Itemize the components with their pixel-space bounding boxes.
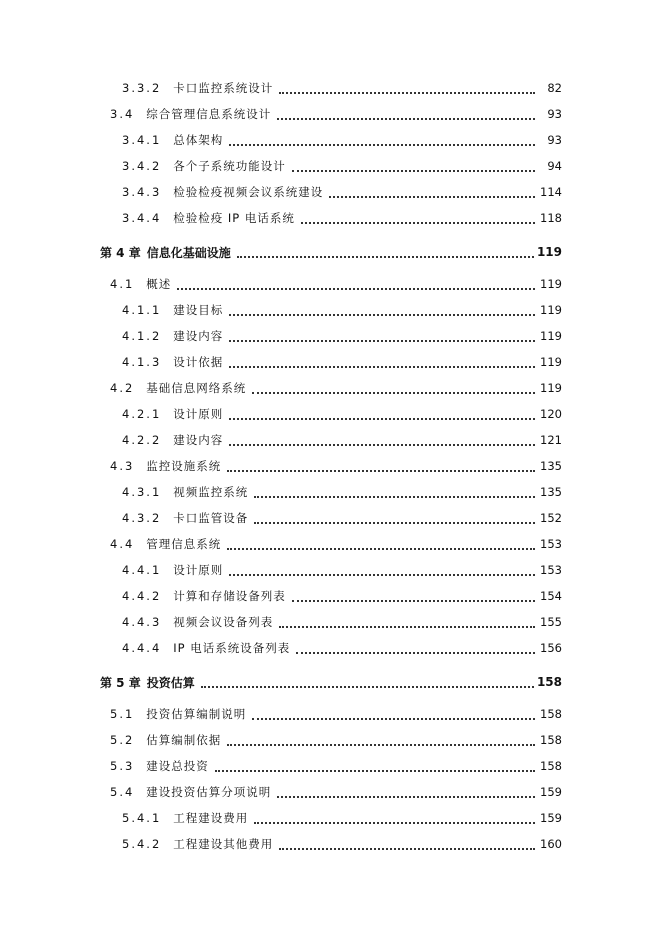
toc-dot-leader [237,255,534,258]
toc-entry-page: 158 [536,675,562,689]
toc-dot-leader [229,417,535,420]
toc-entry-title: 建设内容 [173,329,224,343]
toc-dot-leader [279,847,535,850]
toc-dot-leader [279,91,535,94]
toc-entry-page: 135 [540,459,562,473]
toc-entry-page: 93 [547,107,562,121]
toc-entry-page: 120 [540,407,562,421]
toc-entry-title: 工程建设其他费用 [173,837,274,851]
toc-entry-4.4[interactable] [110,534,562,554]
toc-entry-page: 154 [540,589,562,603]
toc-dot-leader [329,195,535,198]
toc-entry-5.4.2[interactable] [122,834,562,854]
toc-entry-number: 第 4 章 [100,245,141,260]
toc-dot-leader [296,651,535,654]
toc-entry-number: 4.4.4 [122,641,162,655]
toc-dot-leader [252,391,535,394]
toc-dot-leader [177,287,535,290]
toc-entry-number: 4.1.3 [122,355,162,369]
toc-entry-page: 158 [540,759,562,773]
toc-entry-number: 4.1.2 [122,329,162,343]
toc-entry-number: 3.4.1 [122,133,162,147]
toc-entry-4.4.1[interactable] [122,560,562,580]
toc-entry-number: 4.4.3 [122,615,162,629]
toc-entry-page: 159 [540,811,562,825]
toc-entry-number: 4.3.1 [122,485,162,499]
toc-entry-3.4.3[interactable] [122,182,562,202]
toc-entry-number: 4.3.2 [122,511,162,525]
toc-entry-title: IP 电话系统设备列表 [173,641,291,655]
toc-entry-page: 93 [547,133,562,147]
toc-dot-leader [229,313,535,316]
toc-dot-leader [229,143,535,146]
toc-entry-第-4-章[interactable] [100,242,562,262]
toc-entry-number: 4.4.2 [122,589,162,603]
toc-entry-page: 135 [540,485,562,499]
toc-entry-page: 160 [540,837,562,851]
toc-entry-title: 建设目标 [173,303,224,317]
toc-entry-number: 4.2 [110,381,135,395]
toc-entry-page: 114 [540,185,562,199]
toc-entry-number: 5.3 [110,759,135,773]
toc-entry-title: 投资估算 [146,675,195,690]
toc-dot-leader [292,169,535,172]
toc-entry-number: 3.4.4 [122,211,162,225]
toc-entry-4.4.2[interactable] [122,586,562,606]
toc-entry-5.3[interactable] [110,756,562,776]
toc-entry-number: 4.1.1 [122,303,162,317]
toc-dot-leader [201,685,534,688]
toc-entry-title: 概述 [146,277,172,291]
toc-entry-number: 第 5 章 [100,675,141,690]
toc-dot-leader [229,365,535,368]
toc-entry-4.1.1[interactable] [122,300,562,320]
toc-entry-page: 159 [540,785,562,799]
toc-entry-page: 119 [540,277,562,291]
toc-entry-number: 3.3.2 [122,81,162,95]
toc-entry-3.4.1[interactable] [122,130,562,150]
toc-entry-4.2.1[interactable] [122,404,562,424]
toc-entry-4.1[interactable] [110,274,562,294]
toc-entry-number: 4.4.1 [122,563,162,577]
toc-entry-4.1.2[interactable] [122,326,562,346]
toc-entry-title: 监控设施系统 [146,459,222,473]
toc-entry-page: 153 [540,537,562,551]
toc-entry-title: 投资估算编制说明 [146,707,247,721]
toc-entry-number: 5.4.1 [122,811,162,825]
toc-entry-page: 121 [540,433,562,447]
toc-entry-title: 检验检疫 IP 电话系统 [173,211,295,225]
toc-entry-title: 建设投资估算分项说明 [146,785,272,799]
toc-entry-5.1[interactable] [110,704,562,724]
toc-entry-5.2[interactable] [110,730,562,750]
toc-entry-title: 设计依据 [173,355,224,369]
toc-entry-number: 4.2.1 [122,407,162,421]
toc-entry-5.4.1[interactable] [122,808,562,828]
toc-dot-leader [254,521,535,524]
toc-entry-page: 153 [540,563,562,577]
toc-entry-title: 视频监控系统 [173,485,249,499]
toc-entry-title: 设计原则 [173,407,224,421]
toc-dot-leader [227,469,535,472]
toc-entry-title: 检验检疫视频会议系统建设 [173,185,324,199]
toc-entry-3.3.2[interactable] [122,78,562,98]
toc-entry-page: 94 [547,159,562,173]
toc-entry-page: 119 [540,381,562,395]
toc-entry-title: 信息化基础设施 [146,245,231,260]
toc-entry-4.4.3[interactable] [122,612,562,632]
toc-entry-title: 建设内容 [173,433,224,447]
toc-entry-page: 118 [540,211,562,225]
toc-entry-4.3.2[interactable] [122,508,562,528]
toc-entry-page: 119 [540,329,562,343]
toc-entry-3.4.4[interactable] [122,208,562,228]
toc-entry-4.3[interactable] [110,456,562,476]
toc-entry-4.2[interactable] [110,378,562,398]
toc-entry-title: 设计原则 [173,563,224,577]
toc-entry-page: 119 [536,245,562,259]
toc-entry-page: 82 [547,81,562,95]
toc-entry-title: 卡口监控系统设计 [173,81,274,95]
toc-entry-title: 卡口监管设备 [173,511,249,525]
toc-entry-number: 4.2.2 [122,433,162,447]
toc-entry-page: 158 [540,733,562,747]
toc-entry-title: 各个子系统功能设计 [173,159,286,173]
toc-dot-leader [227,743,535,746]
toc-dot-leader [229,573,535,576]
toc-dot-leader [227,547,535,550]
toc-entry-5.4[interactable] [110,782,562,802]
toc-entry-title: 视频会议设备列表 [173,615,274,629]
toc-entry-3.4.2[interactable] [122,156,562,176]
toc-entry-title: 基础信息网络系统 [146,381,247,395]
toc-entry-number: 3.4 [110,107,135,121]
toc-entry-3.4[interactable] [110,104,562,124]
toc-entry-page: 119 [540,303,562,317]
toc-entry-title: 建设总投资 [146,759,209,773]
toc-dot-leader [292,599,535,602]
toc-dot-leader [252,717,535,720]
toc-entry-number: 4.1 [110,277,135,291]
toc-entry-第-5-章[interactable] [100,672,562,692]
toc-entry-title: 工程建设费用 [173,811,249,825]
toc-entry-number: 5.2 [110,733,135,747]
toc-entry-number: 4.4 [110,537,135,551]
toc-dot-leader [254,821,535,824]
toc-entry-title: 管理信息系统 [146,537,222,551]
toc-entry-number: 5.4.2 [122,837,162,851]
toc-entry-number: 5.1 [110,707,135,721]
toc-dot-leader [215,769,535,772]
toc-dot-leader [279,625,535,628]
toc-entry-title: 总体架构 [173,133,224,147]
toc-entry-page: 152 [540,511,562,525]
toc-entry-number: 5.4 [110,785,135,799]
toc-dot-leader [229,339,535,342]
toc-dot-leader [277,117,535,120]
toc-entry-title: 综合管理信息系统设计 [146,107,272,121]
toc-entry-number: 4.3 [110,459,135,473]
toc-entry-4.3.1[interactable] [122,482,562,502]
toc-entry-title: 计算和存储设备列表 [173,589,286,603]
toc-dot-leader [301,221,535,224]
toc-entry-number: 3.4.3 [122,185,162,199]
toc-entry-4.1.3[interactable] [122,352,562,372]
toc-entry-4.4.4[interactable] [122,638,562,658]
toc-entry-page: 156 [540,641,562,655]
toc-entry-page: 155 [540,615,562,629]
toc-entry-number: 3.4.2 [122,159,162,173]
toc-entry-page: 158 [540,707,562,721]
toc-entry-title: 估算编制依据 [146,733,222,747]
toc-entry-page: 119 [540,355,562,369]
toc-dot-leader [254,495,535,498]
toc-dot-leader [277,795,535,798]
toc-entry-4.2.2[interactable] [122,430,562,450]
toc-dot-leader [229,443,535,446]
